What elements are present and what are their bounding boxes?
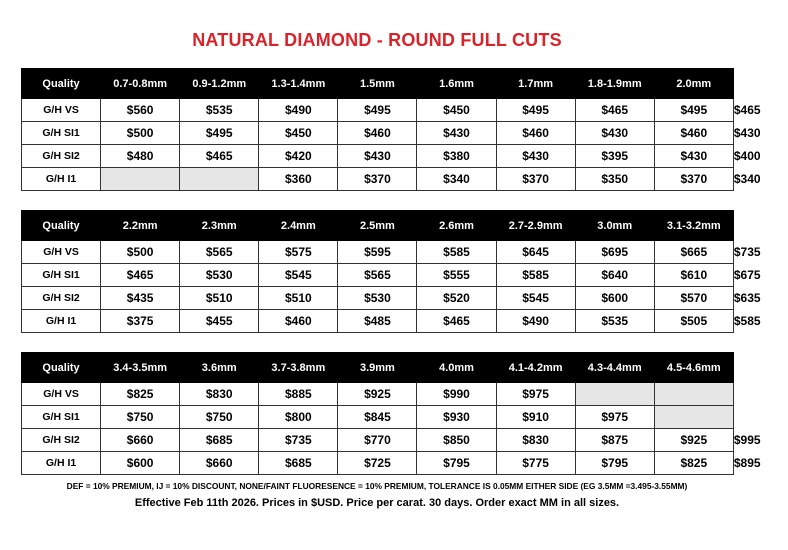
size-header: 1.6mm [417,69,496,99]
price-cell: $465 [417,310,496,333]
quality-cell: G/H SI1 [22,122,101,145]
price-cell: $530 [180,264,259,287]
price-cell: $565 [180,241,259,264]
size-header: 4.0mm [417,353,496,383]
price-cell: $500 [101,241,180,264]
price-cell: $460 [496,122,575,145]
price-cell: $460 [654,122,733,145]
quality-cell: G/H SI2 [22,429,101,452]
price-cell: $770 [338,429,417,452]
table-row: G/H VS $500 $565 $575 $595 $585 $645 $695 $665 $735 [22,241,734,264]
size-header: 3.9mm [338,353,417,383]
quality-cell: G/H VS [22,99,101,122]
quality-cell: G/H SI1 [22,406,101,429]
price-cell: $430 [338,145,417,168]
price-cell: $490 [259,99,338,122]
price-cell: $500 [101,122,180,145]
price-cell: $485 [338,310,417,333]
price-cell: $825 [654,452,733,475]
price-cell: $750 [101,406,180,429]
size-header: 3.7-3.8mm [259,353,338,383]
table-row: G/H VS $560 $535 $490 $495 $450 $495 $465 $495 $465 [22,99,734,122]
empty-price-cell [654,406,733,429]
price-cell: $990 [417,383,496,406]
price-cell: $925 [338,383,417,406]
price-cell: $495 [338,99,417,122]
price-cell: $795 [417,452,496,475]
empty-price-cell [575,383,654,406]
price-cell: $430 [575,122,654,145]
price-cell: $430 [654,145,733,168]
price-cell: $830 [180,383,259,406]
table-row: G/H I1 $600 $660 $685 $725 $795 $775 $795 $825 $895 [22,452,734,475]
size-header: 1.7mm [496,69,575,99]
price-cell: $725 [338,452,417,475]
table-row: G/H SI1 $465 $530 $545 $565 $555 $585 $640 $610 $675 [22,264,734,287]
size-header: 3.1-3.2mm [654,211,733,241]
quality-cell: G/H I1 [22,310,101,333]
price-cell: $565 [338,264,417,287]
price-cell: $505 [654,310,733,333]
table-row: G/H SI1 $500 $495 $450 $460 $430 $460 $430 $460 $430 [22,122,734,145]
size-header: 2.3mm [180,211,259,241]
price-cell: $660 [180,452,259,475]
header-row: Quality 3.4-3.5mm 3.6mm 3.7-3.8mm 3.9mm 4.0mm 4.1-4.2mm 4.3-4.4mm 4.5-4.6mm 4.7-4.8mm [22,353,734,383]
price-cell: $845 [338,406,417,429]
header-row: Quality 2.2mm 2.3mm 2.4mm 2.5mm 2.6mm 2.7-2.9mm 3.0mm 3.1-3.2mm 3.3mm [22,211,734,241]
price-cell: $585 [496,264,575,287]
price-cell: $490 [496,310,575,333]
price-cell: $520 [417,287,496,310]
table-row: G/H SI2 $480 $465 $420 $430 $380 $430 $395 $430 $400 [22,145,734,168]
price-cell: $885 [259,383,338,406]
page-title: NATURAL DIAMOND - ROUND FULL CUTS [192,30,562,50]
price-cell: $460 [338,122,417,145]
price-cell: $455 [180,310,259,333]
size-header: 1.3-1.4mm [259,69,338,99]
price-cell: $395 [575,145,654,168]
price-cell: $775 [496,452,575,475]
price-cell: $430 [496,145,575,168]
price-cell: $535 [180,99,259,122]
size-header: 4.1-4.2mm [496,353,575,383]
price-cell: $420 [259,145,338,168]
price-cell: $830 [496,429,575,452]
price-cell: $560 [101,99,180,122]
size-header: 1.8-1.9mm [575,69,654,99]
price-cell: $685 [259,452,338,475]
price-cell: $695 [575,241,654,264]
price-cell: $600 [575,287,654,310]
price-cell: $640 [575,264,654,287]
size-header: 4.5-4.6mm [654,353,733,383]
price-cell: $375 [101,310,180,333]
table-row [22,383,734,406]
price-cell: $535 [575,310,654,333]
price-cell: $610 [654,264,733,287]
price-cell: $510 [180,287,259,310]
price-cell: $975 [496,383,575,406]
price-cell: $735 [259,429,338,452]
quality-cell: G/H SI1 [22,264,101,287]
price-cell: $665 [654,241,733,264]
header-row: Quality 0.7-0.8mm 0.9-1.2mm 1.3-1.4mm 1.5mm 1.6mm 1.7mm 1.8-1.9mm 2.0mm 2.1mm [22,69,734,99]
price-cell: $530 [338,287,417,310]
price-cell: $480 [101,145,180,168]
price-cell: $465 [101,264,180,287]
price-cell: $495 [180,122,259,145]
table-row [22,406,734,429]
price-cell: $495 [654,99,733,122]
size-header: 3.4-3.5mm [101,353,180,383]
price-cell: $595 [338,241,417,264]
quality-header: Quality [22,211,101,241]
price-cell: $465 [575,99,654,122]
price-cell: $930 [417,406,496,429]
quality-cell: G/H SI2 [22,287,101,310]
size-header: 4.3-4.4mm [575,353,654,383]
quality-cell: G/H I1 [22,168,101,191]
price-cell: $450 [259,122,338,145]
quality-cell: G/H VS [22,241,101,264]
size-header: 2.7-2.9mm [496,211,575,241]
price-cell: $875 [575,429,654,452]
price-cell: $600 [101,452,180,475]
table-row: G/H SI2 $660 $685 $735 $770 $850 $830 $875 $925 $995 [22,429,734,452]
quality-cell: G/H I1 [22,452,101,475]
price-cell: $825 [101,383,180,406]
price-cell: $460 [259,310,338,333]
price-cell: $795 [575,452,654,475]
price-cell: $555 [417,264,496,287]
size-header: 2.0mm [654,69,733,99]
size-header: 0.9-1.2mm [180,69,259,99]
table-row: G/H SI2 $435 $510 $510 $530 $520 $545 $600 $570 $635 [22,287,734,310]
price-cell: $800 [259,406,338,429]
price-table [21,210,769,333]
price-cell: $435 [101,287,180,310]
price-cell: $660 [101,429,180,452]
empty-price-cell [101,168,180,191]
pricing-note: DEF = 10% PREMIUM, IJ = 10% DISCOUNT, NONE/FAINT FLUORESENCE = 10% PREMIUM, TOLERANCE IS 0.05MM EITHER SIDE (EG 3.5MM =3.495-3.55MM) [66,481,688,491]
table-row: G/H I1 $360 $370 $340 $370 $350 $370 $340 [22,168,734,191]
price-cell: $570 [654,287,733,310]
price-cell: $360 [259,168,338,191]
price-cell: $380 [417,145,496,168]
price-cell: $465 [180,145,259,168]
price-cell: $910 [496,406,575,429]
price-cell: $975 [575,406,654,429]
price-cell: $350 [575,168,654,191]
price-cell: $545 [259,264,338,287]
table-row: G/H I1 $375 $455 $460 $485 $465 $490 $535 $505 $585 [22,310,734,333]
quality-cell: G/H VS [22,383,101,406]
size-header: 1.5mm [338,69,417,99]
quality-header: Quality [22,69,101,99]
empty-price-cell [654,383,733,406]
price-cell: $430 [417,122,496,145]
price-cell: $645 [496,241,575,264]
price-table [21,68,769,191]
size-header: 3.6mm [180,353,259,383]
price-cell: $370 [654,168,733,191]
price-cell: $685 [180,429,259,452]
price-table [21,352,788,475]
price-cell: $510 [259,287,338,310]
effective-note: Effective Feb 11th 2026. Prices in $USD. Price per carat. 30 days. Order exact MM in all sizes. [134,497,620,509]
size-header: 2.2mm [101,211,180,241]
price-cell: $925 [654,429,733,452]
empty-price-cell [180,168,259,191]
size-header: 0.7-0.8mm [101,69,180,99]
price-cell: $450 [417,99,496,122]
size-header: 2.6mm [417,211,496,241]
price-cell: $850 [417,429,496,452]
price-cell: $750 [180,406,259,429]
price-cell: $545 [496,287,575,310]
price-cell: $340 [417,168,496,191]
price-cell: $585 [417,241,496,264]
quality-cell: G/H SI2 [22,145,101,168]
price-cell: $575 [259,241,338,264]
size-header: 3.0mm [575,211,654,241]
size-header: 2.5mm [338,211,417,241]
quality-header: Quality [22,353,101,383]
price-cell: $370 [496,168,575,191]
price-cell: $370 [338,168,417,191]
size-header: 2.4mm [259,211,338,241]
price-cell: $495 [496,99,575,122]
